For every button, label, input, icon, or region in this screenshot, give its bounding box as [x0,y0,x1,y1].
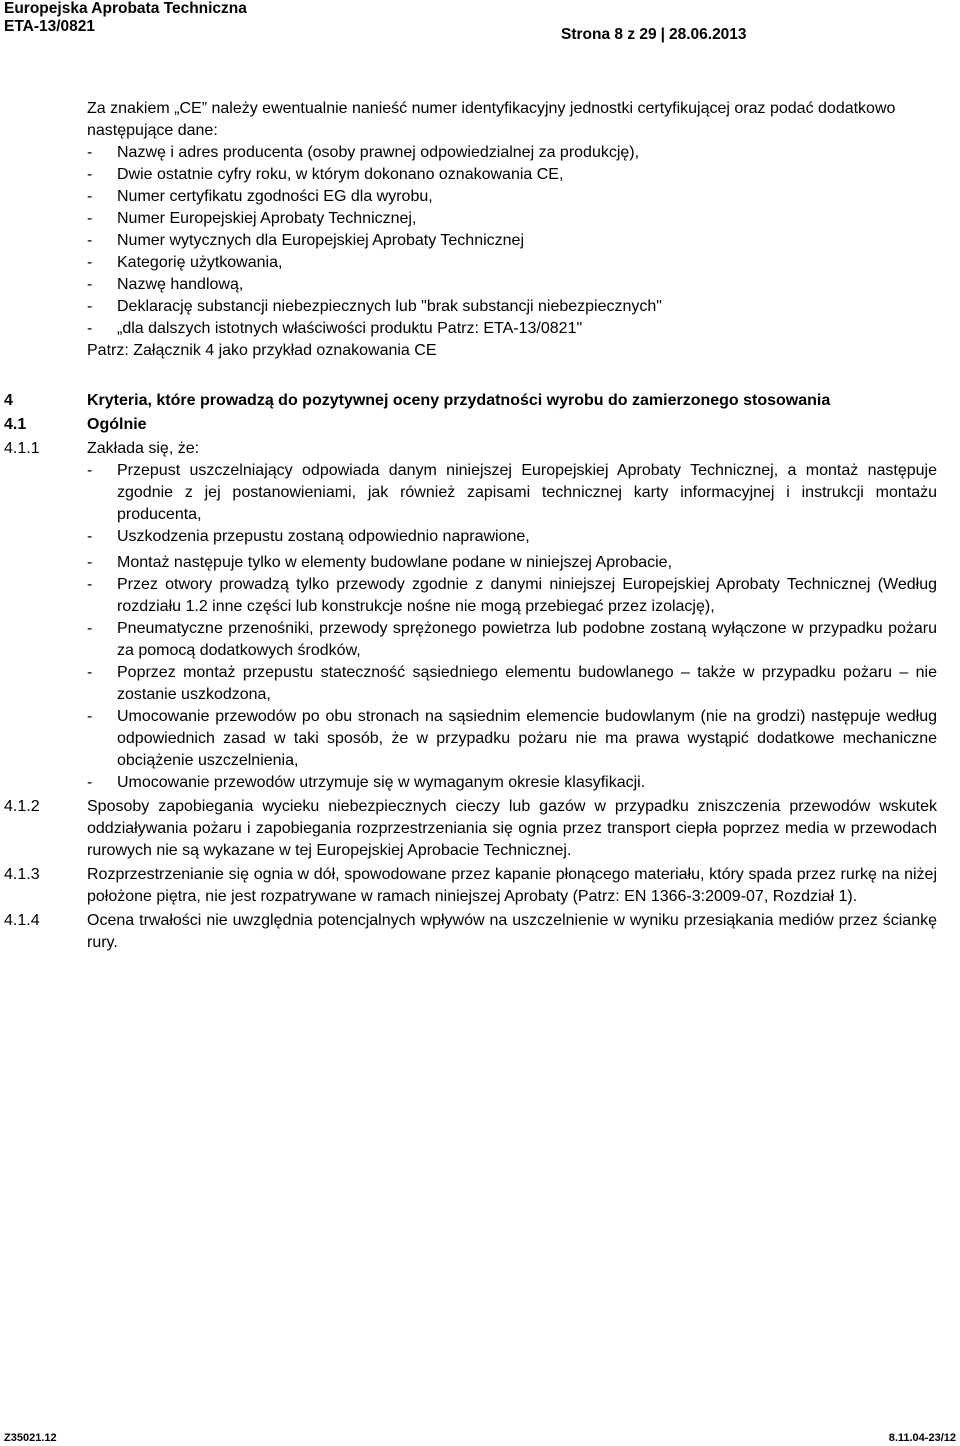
list-item [87,186,937,208]
list-dash: - [87,144,93,161]
clause-text: Ocena trwałości nie uwzględnia potencjalnych wpływów na uszczelnienie w wyniku przesiąkania mediów przez ściankę rury. [87,912,937,951]
list-dash: - [87,554,93,571]
list-item [87,230,937,252]
header-date: 28.06.2013 [668,26,747,43]
clause-lead: Zakłada się, że: [87,440,200,457]
clause-text: Rozprzestrzenianie się ognia w dół, spowodowane przez kapanie płonącego materiału, który spada przez rurkę na niżej położone piętra, nie jest rozpatrywane w ramach niniejszej Aprobaty (Patrz: EN 1366-3:2009-07, Rozdział 1). [87,866,937,905]
intro-paragraph: Za znakiem „CE” należy ewentualnie nanieść numer identyfikacyjny jednostki certyfikującej oraz podać dodatkowo następujące dane: [87,100,896,139]
list-dash: - [87,166,93,183]
header-page-number: Strona 8 z 29 [561,26,657,43]
section-title: Kryteria, które prowadzą do pozytywnej oceny przydatności wyrobu do zamierzonego stosowania [87,392,831,409]
list-item-text: Przez otwory prowadzą tylko przewody zgodnie z danymi niniejszej Europejskiej Aprobaty Technicznej (Według rozdziału 1.2 inne części lub konstrukcje nośne nie mogą przebiegać przez izolację), [117,576,937,615]
header-page-info [561,26,747,44]
list-dash: - [87,276,93,293]
list-item [87,208,937,230]
footer-left-code: Z35021.12 [4,1432,57,1444]
header-title: Europejska Aprobata Techniczna [4,0,247,17]
list-item [87,274,937,296]
list-item-text: Przepust uszczelniający odpowiada danym niniejszej Europejskiej Aprobaty Technicznej, a montaż następuje zgodnie z jej postanowieniami, jak również zapisami technicznej karty informacyjnej i instrukcji montażu producenta, [117,462,937,523]
list-item [87,460,937,526]
document-body [0,98,960,954]
list-item [87,618,937,662]
list-item-text: Dwie ostatnie cyfry roku, w którym dokonano oznakowania CE, [117,166,564,183]
list-item [87,252,937,274]
list-item [87,772,937,794]
list-item [87,142,937,164]
list-item-text: Numer certyfikatu zgodności EG dla wyrobu, [117,188,433,205]
clause-number: 4.1.2 [4,798,40,815]
list-dash: - [87,708,93,725]
header-code: ETA-13/0821 [4,18,96,35]
list-item-text: Nazwę handlową, [117,276,244,293]
list-item-text: Numer wytycznych dla Europejskiej Aprobaty Technicznej [117,232,525,249]
clause-number: 4.1.1 [4,440,40,457]
list-item-text: Deklarację substancji niebezpiecznych lub "brak substancji niebezpiecznych" [117,298,662,315]
section-4-1-heading [0,414,960,436]
intro-tail: Patrz: Załącznik 4 jako przykład oznakowania CE [87,342,437,359]
section-4-heading [0,390,960,412]
clause-4-1-4 [0,910,960,954]
list-item [87,706,937,772]
list-item-text: Pneumatyczne przenośniki, przewody sprężonego powietrza lub podobne zostaną wyłączone w przypadku pożaru za pomocą dodatkowych środków, [117,620,937,659]
list-dash: - [87,462,93,479]
intro-list [87,142,937,340]
header-separator: | [660,26,665,43]
list-dash: - [87,620,93,637]
clause-list [87,460,937,794]
list-item [87,526,937,548]
list-dash: - [87,576,93,593]
list-item-text: Numer Europejskiej Aprobaty Technicznej, [117,210,417,227]
list-dash: - [87,232,93,249]
list-item [87,662,937,706]
list-item-text: Poprzez montaż przepustu stateczność sąsiedniego elementu budowlanego – także w przypadku pożaru – nie zostanie uszkodzona, [117,664,937,703]
section-title: Ogólnie [87,416,147,433]
list-dash: - [87,188,93,205]
list-dash: - [87,298,93,315]
clause-content [87,438,937,794]
clause-text: Sposoby zapobiegania wycieku niebezpiecznych cieczy lub gazów w przypadku zniszczenia przewodów wskutek oddziaływania pożaru i zapobiegania rozprzestrzeniania się ognia przez transport ciepła poprzez media w przewodach rurowych nie są wykazane w tej Europejskiej Aprobacie Technicznej. [87,798,937,859]
list-item [87,552,937,574]
list-dash: - [87,774,93,791]
section-number: 4.1 [4,416,27,433]
list-item-text: Montaż następuje tylko w elementy budowlane podane w niniejszej Aprobacie, [117,554,673,571]
list-dash: - [87,528,93,545]
list-item-text: „dla dalszych istotnych właściwości produktu Patrz: ETA-13/0821" [117,320,583,337]
clause-4-1-3 [0,864,960,908]
footer-right-code: 8.11.04-23/12 [888,1432,956,1444]
list-item [87,296,937,318]
list-item-text: Nazwę i adres producenta (osoby prawnej odpowiedzialnej za produkcję), [117,144,640,161]
list-dash: - [87,254,93,271]
list-dash: - [87,320,93,337]
list-dash: - [87,664,93,681]
clause-4-1-2 [0,796,960,862]
list-item [87,164,937,186]
list-item-text: Kategorię użytkowania, [117,254,283,271]
clause-number: 4.1.3 [4,866,40,883]
list-item-text: Umocowanie przewodów utrzymuje się w wymaganym okresie klasyfikacji. [117,774,646,791]
list-item-text: Umocowanie przewodów po obu stronach na sąsiednim elemencie budowlanym (nie na grodzi) następuje według odpowiednich zasad w taki sposób, że w przypadku pożaru nie ma prawa wystąpić dodatkowe mechaniczne obciążenie uszczelnienia, [117,708,937,769]
list-item-text: Uszkodzenia przepustu zostaną odpowiednio naprawione, [117,528,530,545]
clause-number: 4.1.4 [4,912,40,929]
clause-4-1-1 [0,438,960,794]
section-number: 4 [4,392,13,409]
list-item [87,574,937,618]
list-item [87,318,937,340]
list-dash: - [87,210,93,227]
